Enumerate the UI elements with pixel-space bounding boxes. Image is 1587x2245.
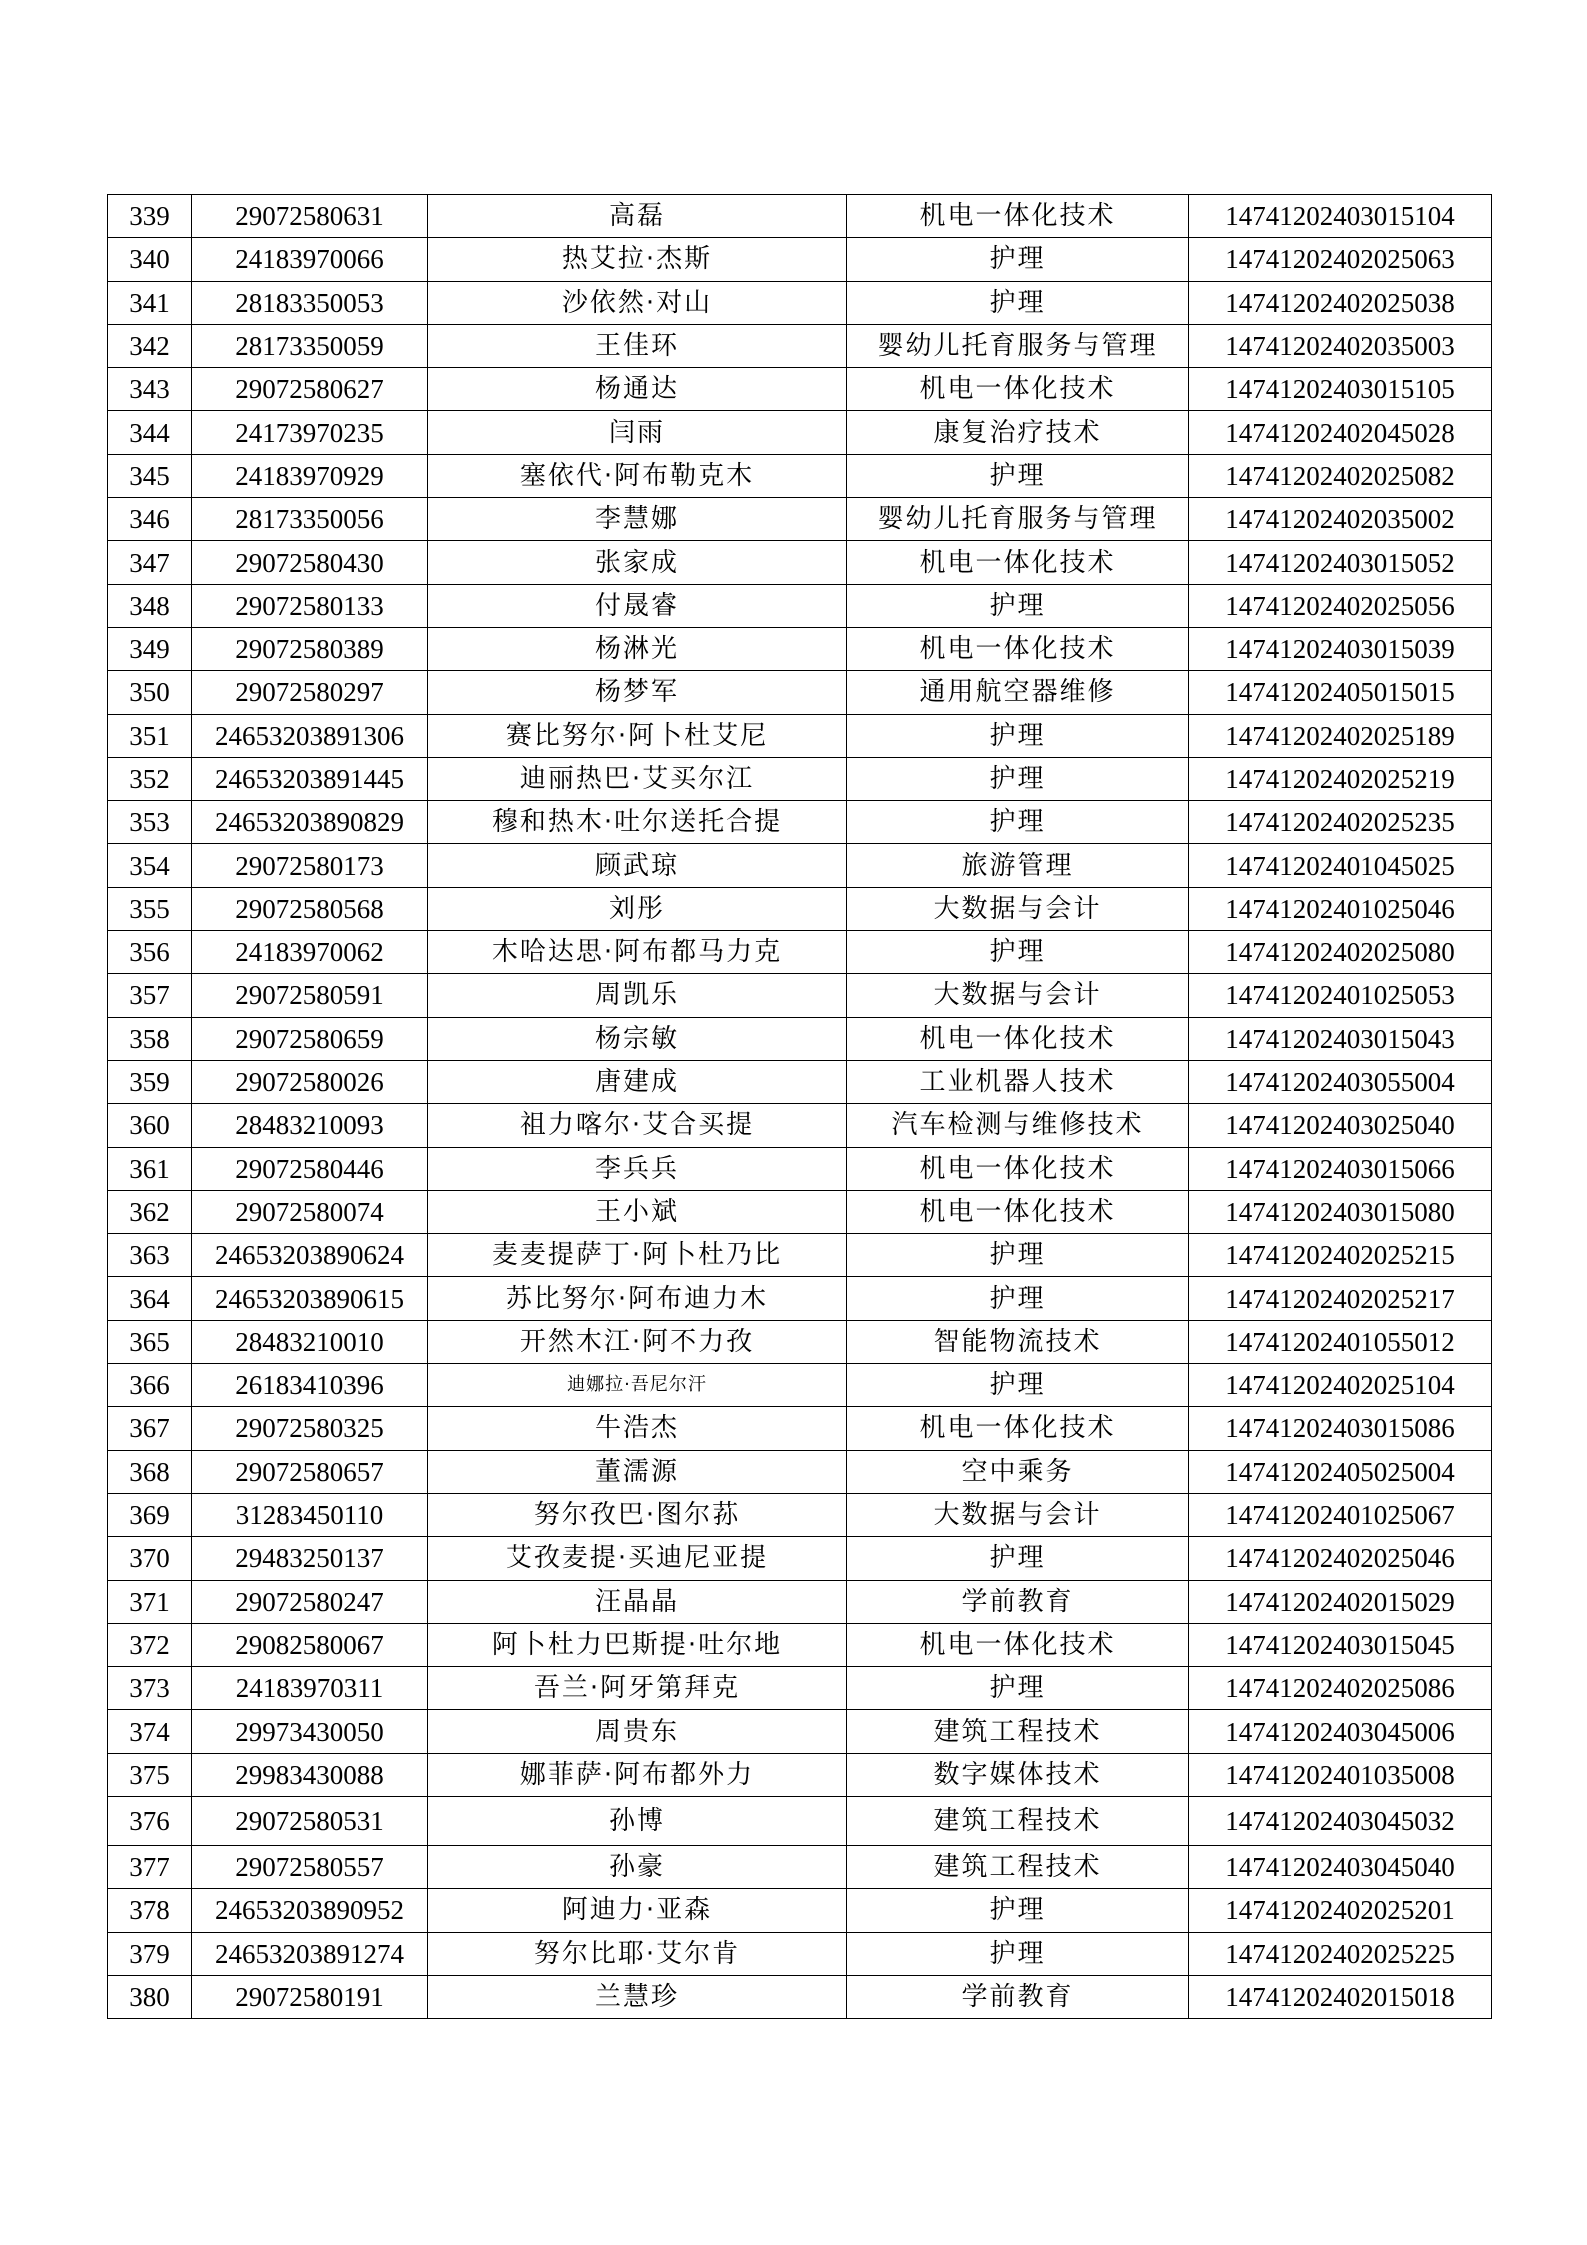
exam-number: 29072580430 — [192, 541, 428, 584]
major-name: 婴幼儿托育服务与管理 — [847, 324, 1189, 367]
student-id: 14741202403015080 — [1189, 1190, 1492, 1233]
major-name: 护理 — [847, 714, 1189, 757]
student-id: 14741202403015045 — [1189, 1623, 1492, 1666]
student-id: 14741202402025063 — [1189, 238, 1492, 281]
student-id: 14741202403055004 — [1189, 1060, 1492, 1103]
student-name: 努尔孜巴·图尔荪 — [428, 1493, 847, 1536]
exam-number: 24653203891445 — [192, 757, 428, 800]
exam-number: 28483210093 — [192, 1104, 428, 1147]
exam-number: 29072580074 — [192, 1190, 428, 1233]
table-row — [108, 1450, 1492, 1493]
student-id: 14741202403015066 — [1189, 1147, 1492, 1190]
student-name: 张家成 — [428, 541, 847, 584]
major-name: 机电一体化技术 — [847, 1147, 1189, 1190]
row-number: 377 — [108, 1845, 192, 1888]
student-id: 14741202405025004 — [1189, 1450, 1492, 1493]
row-number: 341 — [108, 281, 192, 324]
row-number: 368 — [108, 1450, 192, 1493]
student-name: 穆和热木·吐尔送托合提 — [428, 801, 847, 844]
row-number: 348 — [108, 584, 192, 627]
table-row — [108, 1017, 1492, 1060]
student-roster-table — [107, 194, 1492, 2019]
student-id: 14741202401025053 — [1189, 974, 1492, 1017]
major-name: 护理 — [847, 584, 1189, 627]
table-row — [108, 1975, 1492, 2018]
major-name: 数字媒体技术 — [847, 1753, 1189, 1796]
exam-number: 24183970062 — [192, 931, 428, 974]
row-number: 347 — [108, 541, 192, 584]
exam-number: 31283450110 — [192, 1493, 428, 1536]
major-name: 机电一体化技术 — [847, 195, 1189, 238]
student-id: 14741202401025046 — [1189, 887, 1492, 930]
student-name: 祖力喀尔·艾合买提 — [428, 1104, 847, 1147]
student-name: 麦麦提萨丁·阿卜杜乃比 — [428, 1234, 847, 1277]
row-number: 362 — [108, 1190, 192, 1233]
student-name: 赛比努尔·阿卜杜艾尼 — [428, 714, 847, 757]
exam-number: 29072580591 — [192, 974, 428, 1017]
student-name: 阿迪力·亚森 — [428, 1889, 847, 1932]
student-id: 14741202402025201 — [1189, 1889, 1492, 1932]
table-row — [108, 324, 1492, 367]
exam-number: 29072580325 — [192, 1407, 428, 1450]
major-name: 机电一体化技术 — [847, 1190, 1189, 1233]
student-name: 牛浩杰 — [428, 1407, 847, 1450]
row-number: 356 — [108, 931, 192, 974]
exam-number: 28483210010 — [192, 1320, 428, 1363]
table-row — [108, 1320, 1492, 1363]
major-name: 护理 — [847, 757, 1189, 800]
row-number: 361 — [108, 1147, 192, 1190]
major-name: 大数据与会计 — [847, 1493, 1189, 1536]
major-name: 护理 — [847, 931, 1189, 974]
student-name: 娜菲萨·阿布都外力 — [428, 1753, 847, 1796]
student-name: 兰慧珍 — [428, 1975, 847, 2018]
exam-number: 29082580067 — [192, 1623, 428, 1666]
table-row — [108, 1190, 1492, 1233]
student-id: 14741202402025038 — [1189, 281, 1492, 324]
major-name: 护理 — [847, 1364, 1189, 1407]
student-name: 杨淋光 — [428, 627, 847, 670]
student-id: 14741202403015105 — [1189, 368, 1492, 411]
student-name: 木哈达思·阿布都马力克 — [428, 931, 847, 974]
table-row — [108, 411, 1492, 454]
major-name: 护理 — [847, 454, 1189, 497]
student-id: 14741202405015015 — [1189, 671, 1492, 714]
row-number: 342 — [108, 324, 192, 367]
exam-number: 29072580297 — [192, 671, 428, 714]
major-name: 工业机器人技术 — [847, 1060, 1189, 1103]
row-number: 370 — [108, 1537, 192, 1580]
student-name: 李慧娜 — [428, 498, 847, 541]
table-row — [108, 1889, 1492, 1932]
major-name: 大数据与会计 — [847, 974, 1189, 1017]
row-number: 350 — [108, 671, 192, 714]
student-id: 14741202402025235 — [1189, 801, 1492, 844]
exam-number: 24653203890829 — [192, 801, 428, 844]
table-row — [108, 1147, 1492, 1190]
row-number: 371 — [108, 1580, 192, 1623]
student-name: 努尔比耶·艾尔肯 — [428, 1932, 847, 1975]
major-name: 康复治疗技术 — [847, 411, 1189, 454]
major-name: 机电一体化技术 — [847, 541, 1189, 584]
row-number: 344 — [108, 411, 192, 454]
student-id: 14741202403015104 — [1189, 195, 1492, 238]
student-id: 14741202401045025 — [1189, 844, 1492, 887]
student-name: 杨通达 — [428, 368, 847, 411]
major-name: 建筑工程技术 — [847, 1710, 1189, 1753]
row-number: 378 — [108, 1889, 192, 1932]
student-id: 14741202402025215 — [1189, 1234, 1492, 1277]
table-row — [108, 627, 1492, 670]
major-name: 护理 — [847, 1667, 1189, 1710]
student-name: 汪晶晶 — [428, 1580, 847, 1623]
row-number: 340 — [108, 238, 192, 281]
row-number: 363 — [108, 1234, 192, 1277]
major-name: 机电一体化技术 — [847, 1017, 1189, 1060]
table-row — [108, 584, 1492, 627]
student-id: 14741202403015043 — [1189, 1017, 1492, 1060]
row-number: 374 — [108, 1710, 192, 1753]
row-number: 376 — [108, 1796, 192, 1845]
row-number: 380 — [108, 1975, 192, 2018]
table-row — [108, 931, 1492, 974]
student-id: 14741202403015052 — [1189, 541, 1492, 584]
table-row — [108, 1845, 1492, 1888]
exam-number: 29072580446 — [192, 1147, 428, 1190]
major-name: 护理 — [847, 1234, 1189, 1277]
table-row — [108, 281, 1492, 324]
student-name: 迪娜拉·吾尼尔汗 — [428, 1364, 847, 1407]
row-number: 343 — [108, 368, 192, 411]
table-row — [108, 844, 1492, 887]
exam-number: 29483250137 — [192, 1537, 428, 1580]
exam-number: 24653203890624 — [192, 1234, 428, 1277]
row-number: 355 — [108, 887, 192, 930]
student-name: 李兵兵 — [428, 1147, 847, 1190]
student-id: 14741202402025080 — [1189, 931, 1492, 974]
row-number: 365 — [108, 1320, 192, 1363]
row-number: 364 — [108, 1277, 192, 1320]
student-name: 周贵东 — [428, 1710, 847, 1753]
student-id: 14741202403025040 — [1189, 1104, 1492, 1147]
exam-number: 29072580531 — [192, 1796, 428, 1845]
major-name: 机电一体化技术 — [847, 627, 1189, 670]
table-row — [108, 887, 1492, 930]
student-id: 14741202402025082 — [1189, 454, 1492, 497]
student-id: 14741202401055012 — [1189, 1320, 1492, 1363]
table-row — [108, 1537, 1492, 1580]
table-row — [108, 1932, 1492, 1975]
row-number: 366 — [108, 1364, 192, 1407]
student-id: 14741202401025067 — [1189, 1493, 1492, 1536]
student-name: 苏比努尔·阿布迪力木 — [428, 1277, 847, 1320]
table-row — [108, 1407, 1492, 1450]
table-row — [108, 801, 1492, 844]
exam-number: 29072580026 — [192, 1060, 428, 1103]
row-number: 375 — [108, 1753, 192, 1796]
row-number: 354 — [108, 844, 192, 887]
student-id: 14741202402025086 — [1189, 1667, 1492, 1710]
student-id: 14741202402025189 — [1189, 714, 1492, 757]
student-name: 塞依代·阿布勒克木 — [428, 454, 847, 497]
major-name: 学前教育 — [847, 1975, 1189, 2018]
exam-number: 29072580659 — [192, 1017, 428, 1060]
exam-number: 29072580657 — [192, 1450, 428, 1493]
student-id: 14741202402015018 — [1189, 1975, 1492, 2018]
major-name: 智能物流技术 — [847, 1320, 1189, 1363]
student-name: 董濡源 — [428, 1450, 847, 1493]
student-id: 14741202402035003 — [1189, 324, 1492, 367]
major-name: 通用航空器维修 — [847, 671, 1189, 714]
major-name: 机电一体化技术 — [847, 1623, 1189, 1666]
exam-number: 29072580191 — [192, 1975, 428, 2018]
student-name: 孙豪 — [428, 1845, 847, 1888]
exam-number: 24173970235 — [192, 411, 428, 454]
student-name: 高磊 — [428, 195, 847, 238]
student-id: 14741202402035002 — [1189, 498, 1492, 541]
student-id: 14741202402025046 — [1189, 1537, 1492, 1580]
row-number: 372 — [108, 1623, 192, 1666]
row-number: 379 — [108, 1932, 192, 1975]
table-row — [108, 1364, 1492, 1407]
major-name: 建筑工程技术 — [847, 1796, 1189, 1845]
student-id: 14741202403045032 — [1189, 1796, 1492, 1845]
exam-number: 29072580568 — [192, 887, 428, 930]
table-row — [108, 1710, 1492, 1753]
major-name: 机电一体化技术 — [847, 368, 1189, 411]
student-name: 艾孜麦提·买迪尼亚提 — [428, 1537, 847, 1580]
exam-number: 24183970929 — [192, 454, 428, 497]
student-id: 14741202403045006 — [1189, 1710, 1492, 1753]
student-name: 王佳环 — [428, 324, 847, 367]
row-number: 367 — [108, 1407, 192, 1450]
student-id: 14741202402025219 — [1189, 757, 1492, 800]
row-number: 339 — [108, 195, 192, 238]
table-row — [108, 541, 1492, 584]
major-name: 学前教育 — [847, 1580, 1189, 1623]
row-number: 352 — [108, 757, 192, 800]
table-row — [108, 1796, 1492, 1845]
student-name: 周凯乐 — [428, 974, 847, 1017]
major-name: 旅游管理 — [847, 844, 1189, 887]
row-number: 373 — [108, 1667, 192, 1710]
student-name: 开然木江·阿不力孜 — [428, 1320, 847, 1363]
student-id: 14741202402025225 — [1189, 1932, 1492, 1975]
student-name: 孙博 — [428, 1796, 847, 1845]
row-number: 345 — [108, 454, 192, 497]
student-name: 迪丽热巴·艾买尔江 — [428, 757, 847, 800]
student-name: 顾武琼 — [428, 844, 847, 887]
student-name: 付晟睿 — [428, 584, 847, 627]
exam-number: 28173350059 — [192, 324, 428, 367]
student-name: 王小斌 — [428, 1190, 847, 1233]
major-name: 汽车检测与维修技术 — [847, 1104, 1189, 1147]
student-id: 14741202402025056 — [1189, 584, 1492, 627]
exam-number: 24653203890615 — [192, 1277, 428, 1320]
table-row — [108, 238, 1492, 281]
exam-number: 28173350056 — [192, 498, 428, 541]
row-number: 357 — [108, 974, 192, 1017]
exam-number: 29072580389 — [192, 627, 428, 670]
table-row — [108, 454, 1492, 497]
table-row — [108, 1104, 1492, 1147]
major-name: 护理 — [847, 1277, 1189, 1320]
exam-number: 29072580133 — [192, 584, 428, 627]
exam-number: 29983430088 — [192, 1753, 428, 1796]
table-row — [108, 1623, 1492, 1666]
major-name: 护理 — [847, 1932, 1189, 1975]
exam-number: 24183970311 — [192, 1667, 428, 1710]
exam-number: 24653203891274 — [192, 1932, 428, 1975]
row-number: 353 — [108, 801, 192, 844]
major-name: 婴幼儿托育服务与管理 — [847, 498, 1189, 541]
table-row — [108, 974, 1492, 1017]
table-row — [108, 368, 1492, 411]
major-name: 护理 — [847, 238, 1189, 281]
row-number: 346 — [108, 498, 192, 541]
exam-number: 29072580631 — [192, 195, 428, 238]
exam-number: 24183970066 — [192, 238, 428, 281]
major-name: 护理 — [847, 801, 1189, 844]
table-row — [108, 671, 1492, 714]
roster-body — [108, 195, 1492, 2019]
major-name: 护理 — [847, 281, 1189, 324]
table-row — [108, 757, 1492, 800]
major-name: 空中乘务 — [847, 1450, 1189, 1493]
student-id: 14741202402025217 — [1189, 1277, 1492, 1320]
student-id: 14741202402015029 — [1189, 1580, 1492, 1623]
exam-number: 24653203890952 — [192, 1889, 428, 1932]
table-row — [108, 1493, 1492, 1536]
student-name: 刘彤 — [428, 887, 847, 930]
student-name: 唐建成 — [428, 1060, 847, 1103]
student-name: 沙依然·对山 — [428, 281, 847, 324]
table-row — [108, 195, 1492, 238]
table-row — [108, 1753, 1492, 1796]
row-number: 359 — [108, 1060, 192, 1103]
exam-number: 29072580627 — [192, 368, 428, 411]
exam-number: 28183350053 — [192, 281, 428, 324]
table-row — [108, 498, 1492, 541]
student-name: 阿卜杜力巴斯提·吐尔地 — [428, 1623, 847, 1666]
student-id: 14741202403015086 — [1189, 1407, 1492, 1450]
student-name: 杨梦军 — [428, 671, 847, 714]
student-name: 闫雨 — [428, 411, 847, 454]
student-id: 14741202403015039 — [1189, 627, 1492, 670]
student-name: 吾兰·阿牙第拜克 — [428, 1667, 847, 1710]
table-row — [108, 1060, 1492, 1103]
exam-number: 29973430050 — [192, 1710, 428, 1753]
major-name: 护理 — [847, 1889, 1189, 1932]
major-name: 建筑工程技术 — [847, 1845, 1189, 1888]
row-number: 360 — [108, 1104, 192, 1147]
table-row — [108, 1234, 1492, 1277]
exam-number: 26183410396 — [192, 1364, 428, 1407]
major-name: 大数据与会计 — [847, 887, 1189, 930]
exam-number: 29072580557 — [192, 1845, 428, 1888]
student-id: 14741202403045040 — [1189, 1845, 1492, 1888]
student-name: 杨宗敏 — [428, 1017, 847, 1060]
row-number: 358 — [108, 1017, 192, 1060]
row-number: 349 — [108, 627, 192, 670]
exam-number: 29072580247 — [192, 1580, 428, 1623]
student-id: 14741202402045028 — [1189, 411, 1492, 454]
table-row — [108, 1580, 1492, 1623]
student-id: 14741202401035008 — [1189, 1753, 1492, 1796]
exam-number: 29072580173 — [192, 844, 428, 887]
table-row — [108, 1667, 1492, 1710]
major-name: 机电一体化技术 — [847, 1407, 1189, 1450]
row-number: 351 — [108, 714, 192, 757]
table-row — [108, 714, 1492, 757]
student-id: 14741202402025104 — [1189, 1364, 1492, 1407]
exam-number: 24653203891306 — [192, 714, 428, 757]
student-name: 热艾拉·杰斯 — [428, 238, 847, 281]
row-number: 369 — [108, 1493, 192, 1536]
major-name: 护理 — [847, 1537, 1189, 1580]
table-row — [108, 1277, 1492, 1320]
